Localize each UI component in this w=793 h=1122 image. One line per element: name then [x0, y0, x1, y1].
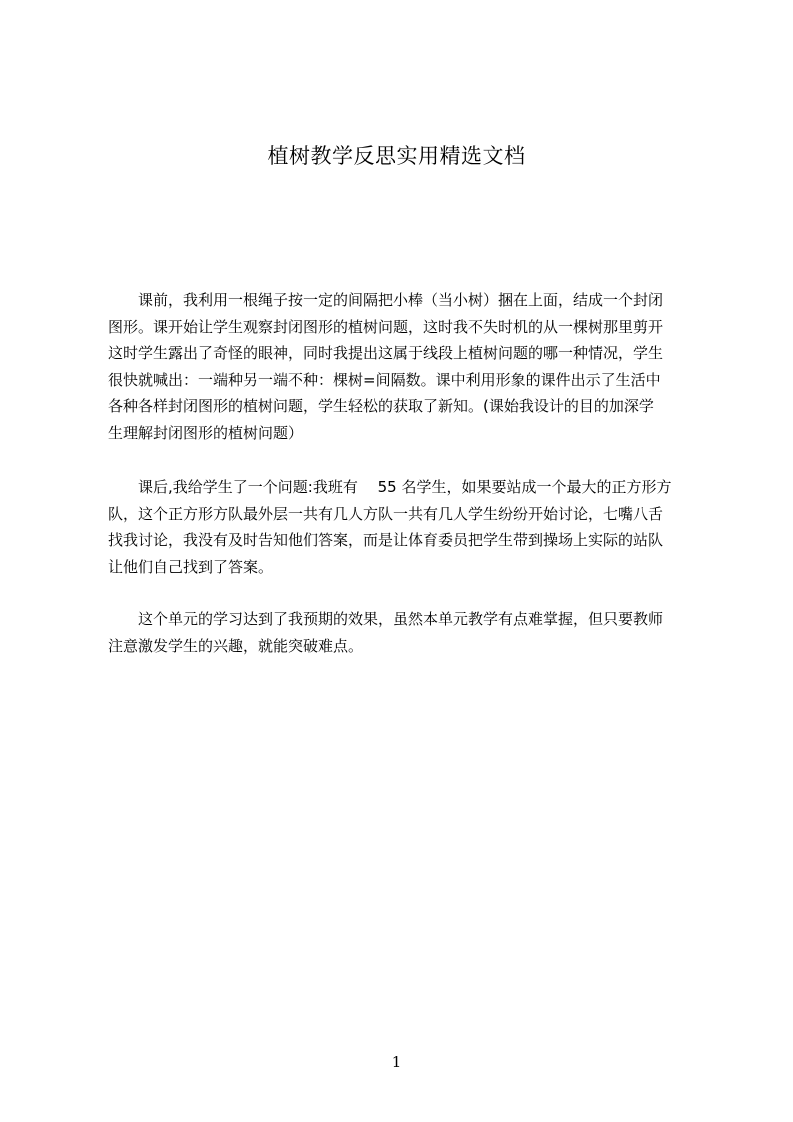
paragraph-line: 这时学生露出了奇怪的眼神，同时我提出这属于线段上植树问题的哪一种情况，学生 — [108, 344, 664, 362]
paragraph-line: 课后,我给学生了一个问题:我班有 55 名学生，如果要站成一个最大的正方形方 — [138, 478, 672, 496]
paragraph-line: 课前，我利用一根绳子按一定的间隔把小棒（当小树）捆在上面，结成一个封闭 — [138, 291, 664, 309]
paragraph-line: 这个单元的学习达到了我预期的效果，虽然本单元教学有点难掌握，但只要教师 — [138, 610, 664, 628]
paragraph-line: 找我讨论，我没有及时告知他们答案，而是让体育委员把学生带到操场上实际的站队 — [108, 531, 664, 549]
paragraph-line: 很快就喊出：一端种另一端不种：棵树=间隔数。课中利用形象的课件出示了生活中 — [108, 370, 661, 389]
paragraph-2 — [108, 474, 701, 580]
paragraph-line: 让他们自己找到了答案。 — [108, 557, 274, 576]
paragraph-3 — [108, 606, 701, 659]
document-title: 植树教学反思实用精选文档 — [267, 144, 526, 168]
paragraph-1 — [108, 287, 701, 446]
paragraph-line: 队，这个正方形方队最外层一共有几人方队一共有几人学生纷纷开始讨论，七嘴八舌 — [108, 504, 664, 523]
paragraph-line: 生理解封闭图形的植树问题） — [108, 423, 304, 442]
paragraph-line: 图形。课开始让学生观察封闭图形的植树问题，这时我不失时机的从一棵树那里剪开 — [108, 317, 664, 336]
paragraph-line: 注意激发学生的兴趣，就能突破难点。 — [108, 636, 364, 655]
paragraph-line: 各种各样封闭图形的植树问题，学生轻松的获取了新知。(课始我设计的目的加深学 — [108, 397, 654, 415]
page-number: 1 — [391, 1053, 402, 1071]
